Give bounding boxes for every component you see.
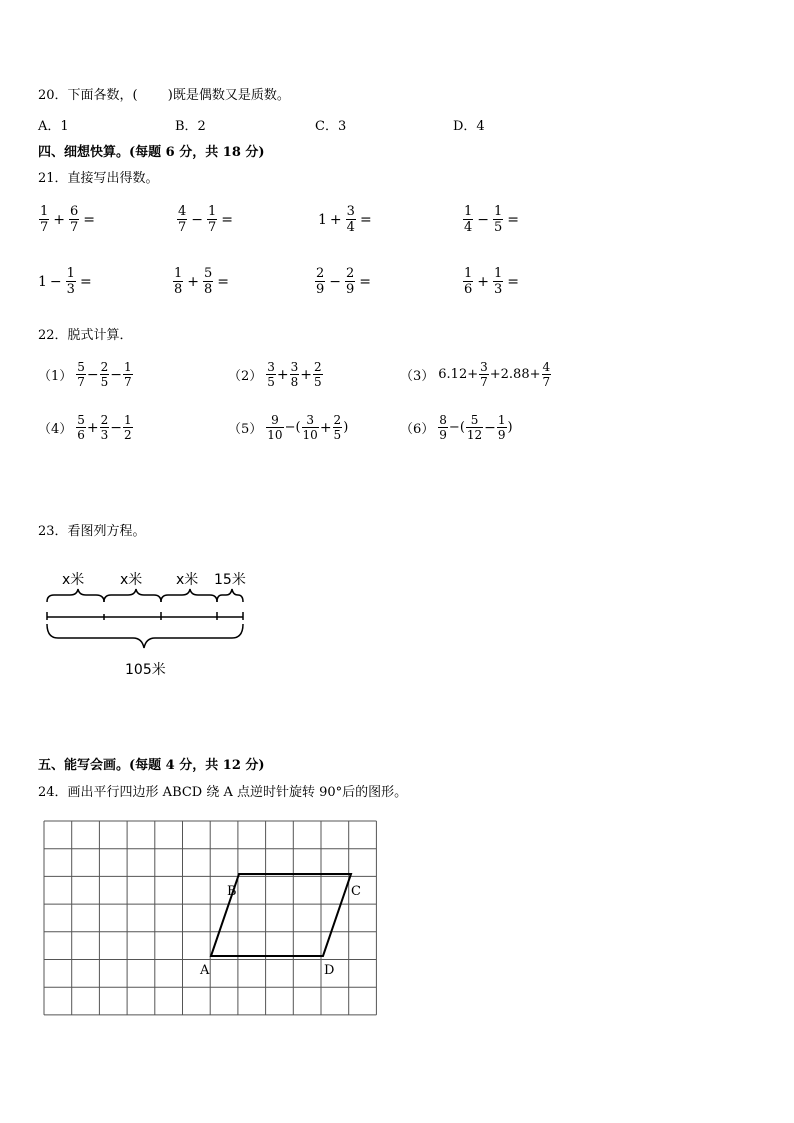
square-grid [44, 821, 376, 1015]
fraction: $\frac{2}{9}$ [316, 266, 325, 297]
q22-expr-3: （3） 6.12+ $\frac{3}{7}$ +2.88+ $\frac{4}{7}$ [400, 360, 551, 389]
q21-item-1: $\frac{1}{7}$ + $\frac{6}{7}$ = [40, 204, 96, 235]
q21-item-7: $\frac{2}{9}$ − $\frac{2}{9}$ = [316, 266, 372, 297]
question-21-title: 21．直接写出得数。 [38, 171, 159, 186]
expr-label: （2） [228, 369, 263, 384]
question-22-title: 22．脱式计算． [38, 328, 133, 343]
q22-expr-2: （2） $\frac{3}{5}$ + $\frac{3}{8}$ + $\frac{2}{5}$ [228, 360, 322, 389]
option-d: D．4 [453, 119, 485, 134]
fraction: $\frac{2}{9}$ [346, 266, 355, 297]
question-20-text: 20．下面各数，( )既是偶数又是质数。 [38, 88, 290, 103]
section-4-title: 四、细想快算。(每题 6 分，共 18 分) [38, 145, 265, 160]
section-5-title: 五、能写会画。(每题 4 分，共 12 分) [38, 758, 265, 773]
fraction: $\frac{1}{3}$ [66, 266, 75, 297]
expr-label: （6） [400, 422, 435, 437]
option-c: C．3 [315, 119, 347, 134]
q21-item-3: 1 + $\frac{3}{4}$ = [318, 204, 372, 235]
q21-item-5: 1 − $\frac{1}{3}$ = [38, 266, 92, 297]
fraction: $\frac{1}{7}$ [208, 204, 217, 235]
question-24-title: 24．画出平行四边形 ABCD 绕 A 点逆时针旋转 90°后的图形。 [38, 785, 408, 800]
top-braces [47, 589, 243, 602]
expr-label: （3） [400, 369, 435, 384]
total-label: 105米 [125, 662, 166, 678]
fraction: $\frac{1}{5}$ [494, 204, 503, 235]
fraction: $\frac{3}{4}$ [346, 204, 355, 235]
q21-item-4: $\frac{1}{4}$ − $\frac{1}{5}$ = [464, 204, 520, 235]
segment-diagram [36, 562, 266, 684]
bottom-brace [47, 624, 243, 648]
segment-line [47, 612, 243, 620]
expr-label: （1） [38, 369, 73, 384]
point-label-c: C [351, 884, 361, 899]
fraction: $\frac{1}{8}$ [174, 266, 183, 297]
question-23-title: 23．看图列方程。 [38, 524, 146, 539]
q22-expr-5: （5） $\frac{9}{10}$ −( $\frac{3}{10}$ + $\frac{2}{5}$ ) [228, 413, 349, 442]
q22-expr-4: （4） $\frac{5}{6}$ + $\frac{2}{3}$ − $\frac{1}{2}$ [38, 413, 132, 442]
option-b: B．2 [175, 119, 206, 134]
point-label-d: D [324, 963, 335, 978]
fraction: $\frac{1}{6}$ [464, 266, 473, 297]
grid-figure [40, 818, 385, 1016]
point-label-a: A [200, 963, 210, 978]
q21-item-6: $\frac{1}{8}$ + $\frac{5}{8}$ = [174, 266, 230, 297]
q22-expr-1: （1） $\frac{5}{7}$ − $\frac{2}{5}$ − $\frac{1}{7}$ [38, 360, 132, 389]
fraction: $\frac{1}{3}$ [494, 266, 503, 297]
segment-label-4: 15米 [214, 572, 246, 588]
q21-item-8: $\frac{1}{6}$ + $\frac{1}{3}$ = [464, 266, 520, 297]
segment-label-1: x米 [62, 572, 85, 588]
segment-label-2: x米 [120, 572, 143, 588]
expr-label: （4） [38, 422, 73, 437]
q21-item-2: $\frac{4}{7}$ − $\frac{1}{7}$ = [178, 204, 234, 235]
fraction: $\frac{5}{8}$ [204, 266, 213, 297]
fraction: $\frac{6}{7}$ [70, 204, 79, 235]
point-label-b: B [227, 884, 237, 899]
q22-expr-6: （6） $\frac{8}{9}$ −( $\frac{5}{12}$ − $\frac{1}{9}$ ) [400, 413, 513, 442]
expr-label: （5） [228, 422, 263, 437]
segment-label-3: x米 [176, 572, 199, 588]
fraction: $\frac{1}{7}$ [40, 204, 49, 235]
fraction: $\frac{1}{4}$ [464, 204, 473, 235]
option-a: A．1 [38, 119, 69, 134]
fraction: $\frac{4}{7}$ [178, 204, 187, 235]
